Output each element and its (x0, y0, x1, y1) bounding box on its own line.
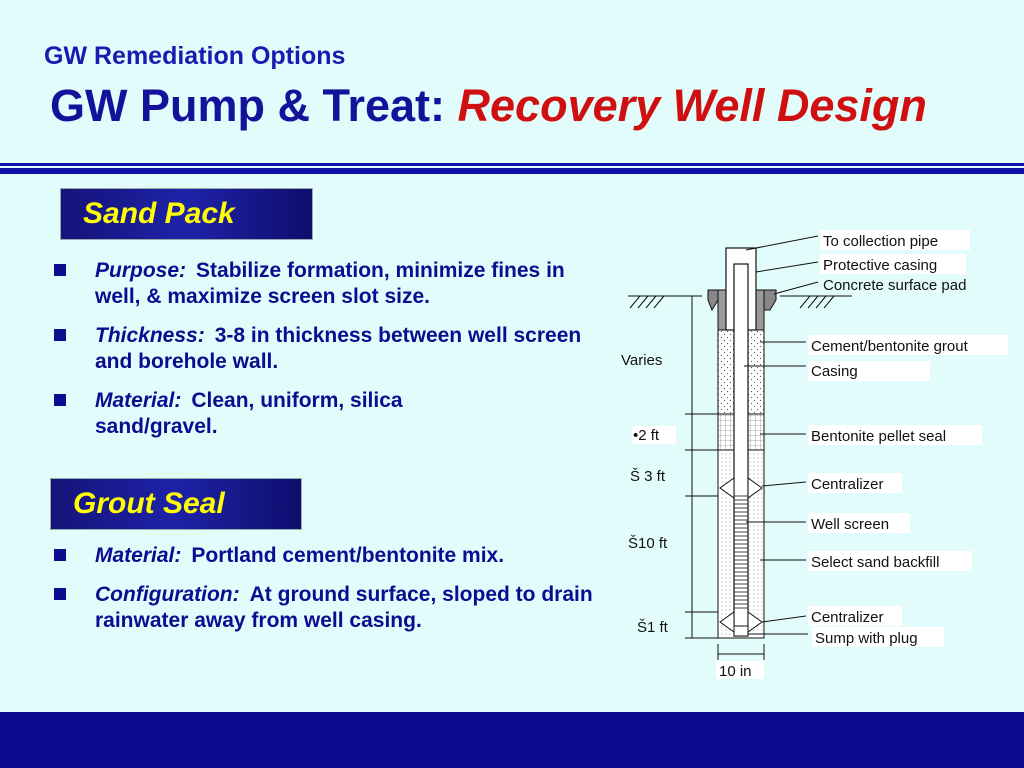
item-key: Material: (95, 544, 182, 567)
sump-plug (734, 626, 748, 636)
label-sand-backfill: Select sand backfill (811, 554, 940, 571)
dim-screen: Š10 ft (628, 535, 668, 552)
dim-varies: Varies (621, 352, 663, 369)
item-text: Clean, uniform, silica sand/gravel. (95, 389, 403, 438)
label-casing: Casing (811, 363, 858, 380)
dim-sump: Š1 ft (637, 619, 668, 636)
slide-subtitle: GW Remediation Options (44, 42, 346, 70)
label-centralizer-bottom: Centralizer (811, 609, 884, 626)
title-accent: Recovery Well Design (457, 80, 927, 131)
item-key: Purpose: (95, 259, 187, 282)
surface-pad-right (764, 290, 776, 310)
label-surface-pad: Concrete surface pad (823, 277, 967, 294)
label-protective-casing: Protective casing (823, 257, 938, 274)
dim-diameter: 10 in (719, 663, 752, 680)
sand-pack-heading: Sand Pack (83, 197, 235, 230)
item-text: At ground surface, sloped to drain rainwater away from well casing. (95, 583, 593, 632)
label-pellet-seal: Bentonite pellet seal (811, 428, 947, 445)
grout-seal-heading: Grout Seal (73, 487, 225, 520)
surface-pad-left (708, 290, 718, 310)
label-well-screen: Well screen (811, 516, 890, 533)
item-key: Material: (95, 389, 182, 412)
label-sump: Sump with plug (815, 630, 918, 647)
item-key: Configuration: (95, 583, 240, 606)
item-key: Thickness: (95, 324, 205, 347)
item-text: 3-8 in thickness between well screen and borehole wall. (95, 324, 582, 373)
label-grout: Cement/bentonite grout (811, 338, 968, 355)
label-collection-pipe: To collection pipe (823, 233, 939, 250)
title-main: GW Pump & Treat: (50, 80, 458, 131)
item-text: Portland cement/bentonite mix. (191, 544, 505, 567)
label-centralizer-top: Centralizer (811, 476, 884, 493)
item-text: Stabilize formation, minimize fines in well, & maximize screen slot size. (95, 259, 565, 308)
dim-above-screen: Š 3 ft (630, 468, 666, 485)
dim-seal: •2 ft (633, 427, 660, 444)
